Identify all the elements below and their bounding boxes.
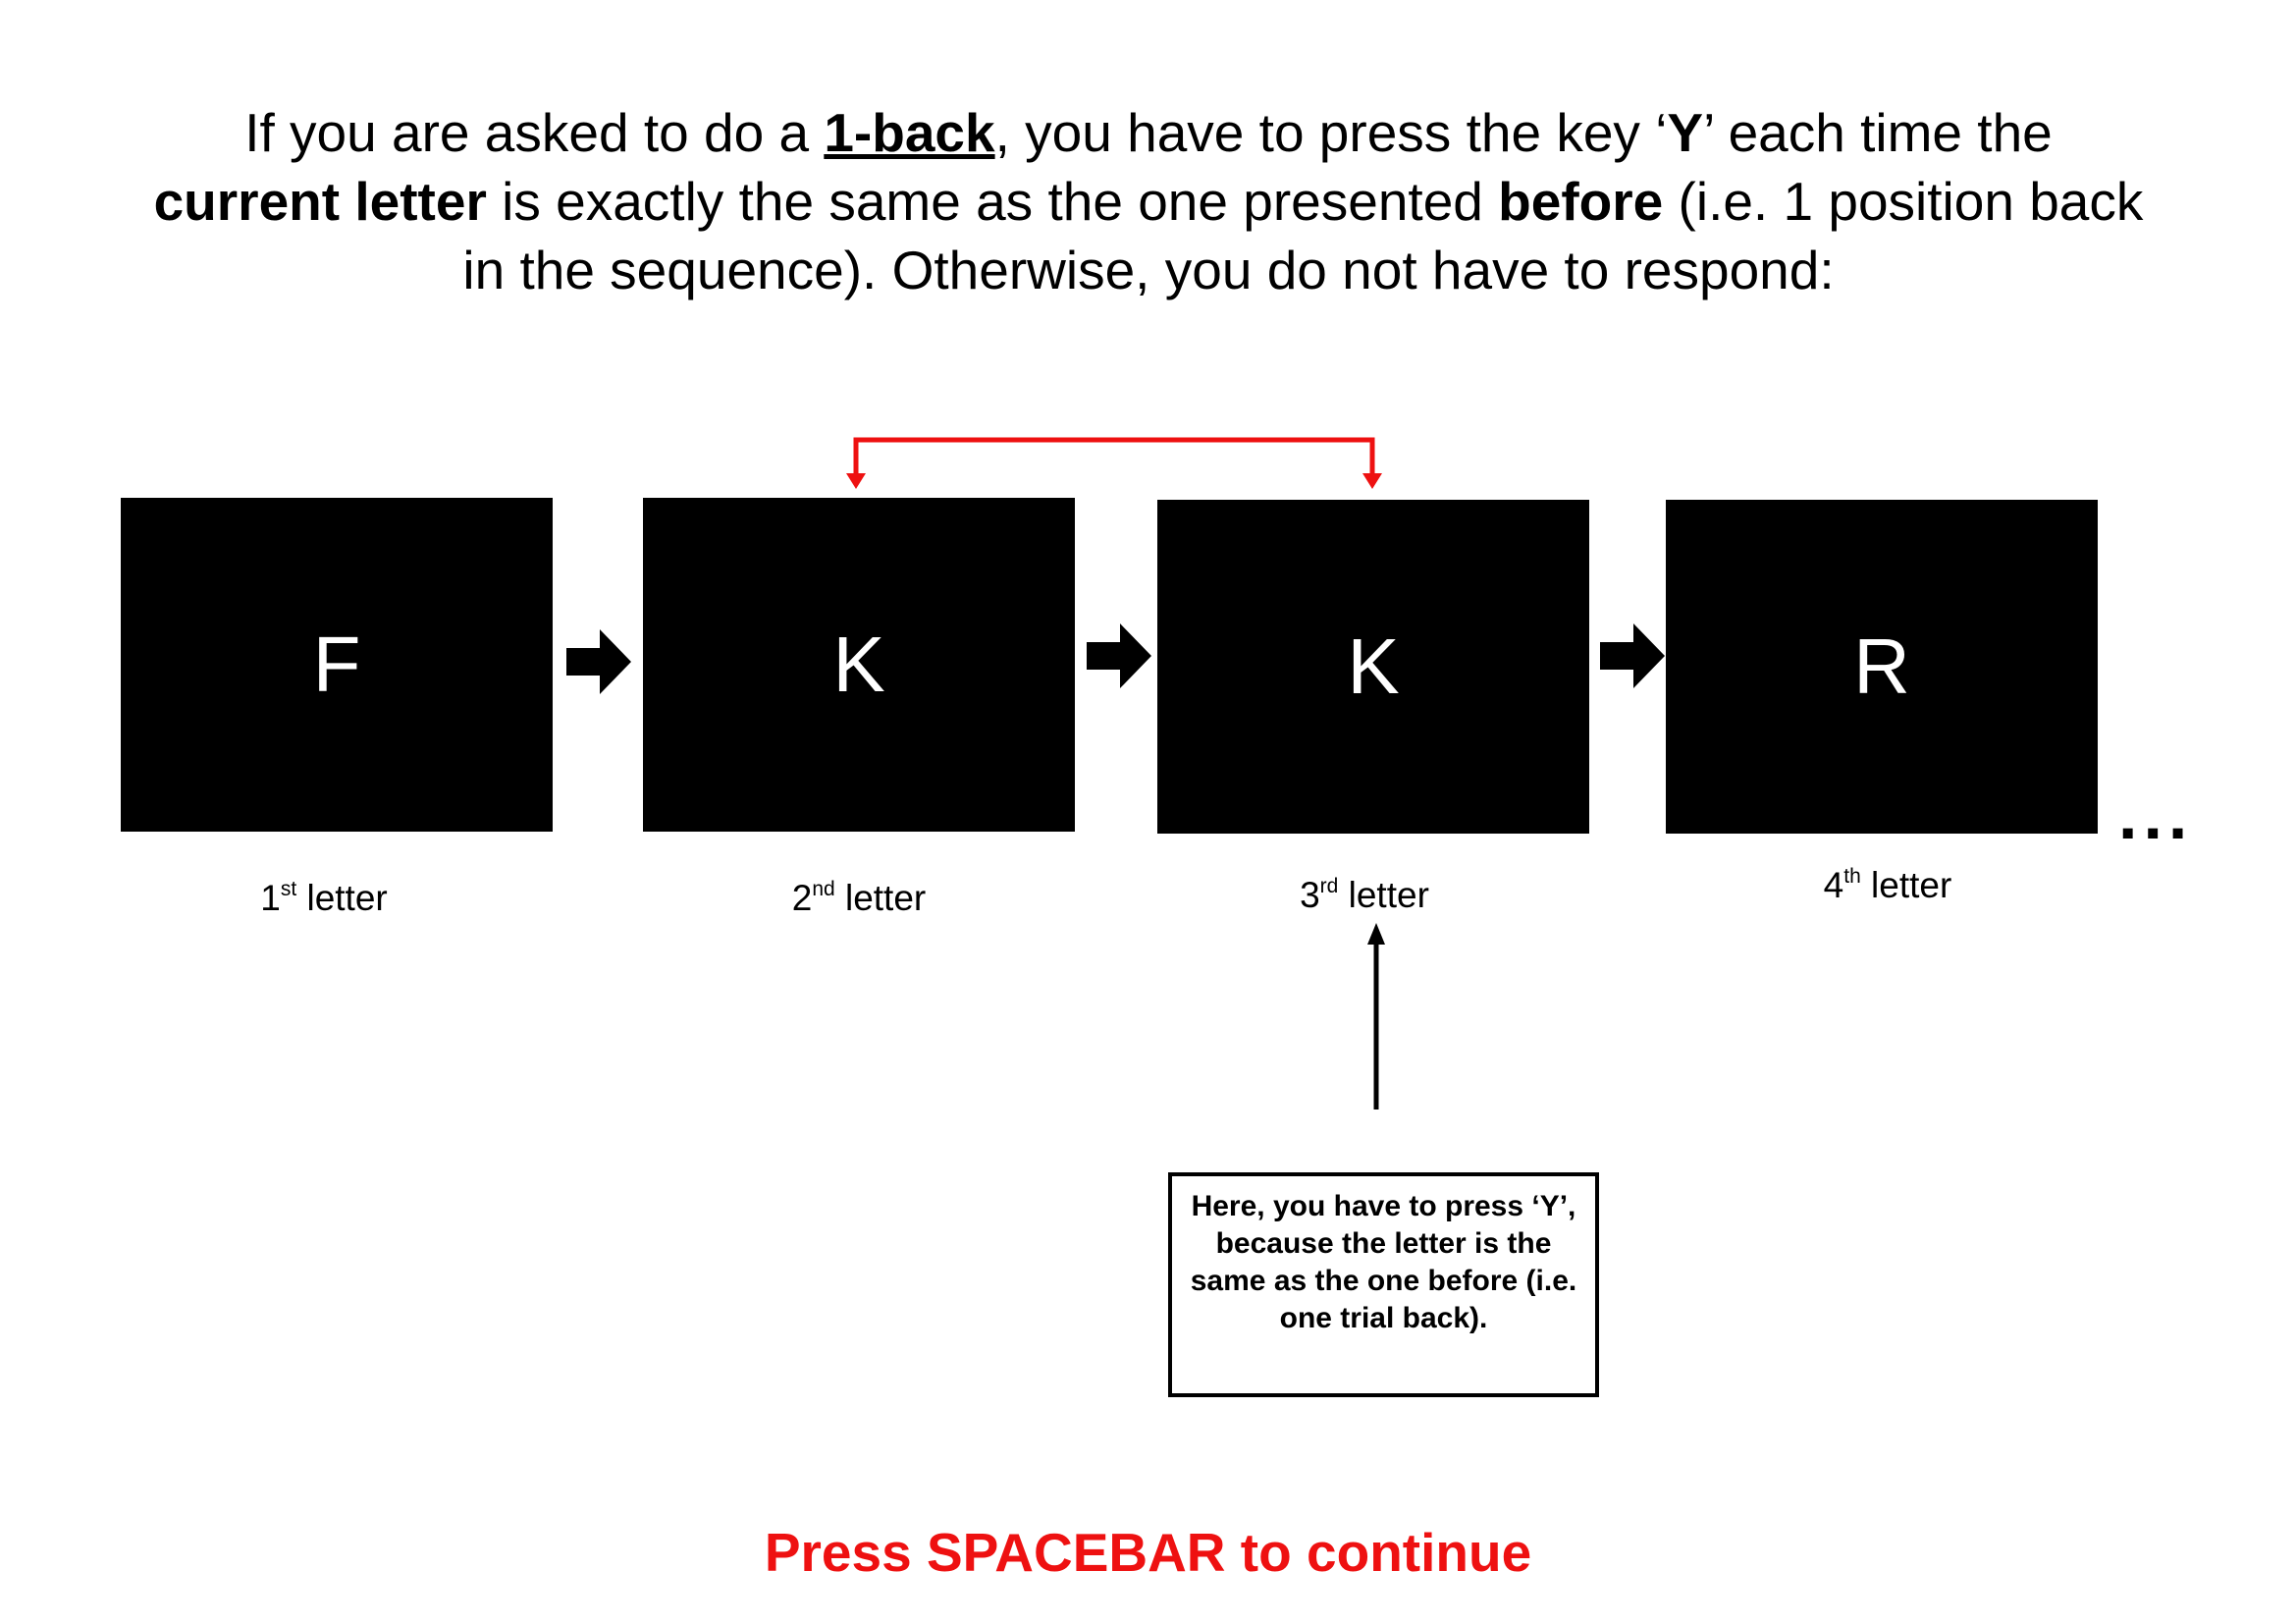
right-arrow-icon bbox=[1600, 623, 1665, 688]
up-arrow-icon bbox=[1364, 923, 1388, 1110]
explanation-text: Here, you have to press ‘Y’, because the letter is the same as the one before (i.e. one trial back). bbox=[1190, 1190, 1577, 1334]
label-ordinal-suffix: nd bbox=[812, 878, 835, 900]
label-text: letter bbox=[1860, 865, 1952, 905]
match-bracket bbox=[844, 430, 1394, 489]
label-text: letter bbox=[834, 878, 927, 918]
instruction-text bbox=[147, 98, 2150, 304]
stimulus-letter: K bbox=[1347, 623, 1400, 710]
letter-box-4 bbox=[1666, 500, 2098, 834]
current-letter-term: current letter bbox=[153, 171, 487, 232]
response-key: Y bbox=[1667, 102, 1704, 163]
instruction-part-5: (i.e. 1 position back in the sequence). Otherwise, you do not have to respond: bbox=[462, 171, 2144, 300]
letter-label-1 bbox=[108, 877, 540, 920]
instruction-part-2: , you have to press the key ‘ bbox=[994, 102, 1668, 163]
label-text: letter bbox=[1338, 875, 1429, 915]
letter-box-1 bbox=[121, 498, 553, 832]
letter-box-3 bbox=[1157, 500, 1589, 834]
continuation-ellipsis: ... bbox=[2118, 777, 2194, 853]
letter-label-4 bbox=[1672, 864, 2104, 907]
stimulus-letter: K bbox=[832, 621, 885, 708]
letter-label-2 bbox=[643, 877, 1075, 920]
continue-prompt: Press SPACEBAR to continue bbox=[764, 1522, 1532, 1583]
label-ordinal-suffix: st bbox=[280, 878, 297, 900]
label-number: 2 bbox=[791, 878, 813, 918]
explanation-note bbox=[1168, 1172, 1599, 1397]
label-number: 1 bbox=[260, 878, 281, 918]
label-number: 3 bbox=[1300, 875, 1320, 915]
label-number: 4 bbox=[1823, 865, 1844, 905]
stimulus-letter: F bbox=[312, 621, 361, 708]
n-back-term: 1-back bbox=[824, 102, 995, 163]
stimulus-letter: R bbox=[1853, 623, 1910, 710]
right-arrow-icon bbox=[1087, 623, 1151, 688]
right-arrow-icon bbox=[566, 629, 631, 694]
instruction-part-3: ’ each time the bbox=[1703, 102, 2053, 163]
before-term: before bbox=[1498, 171, 1664, 232]
label-text: letter bbox=[296, 878, 388, 918]
instruction-part-4: is exactly the same as the one presented bbox=[486, 171, 1499, 232]
letter-box-2 bbox=[643, 498, 1075, 832]
letter-label-3 bbox=[1148, 874, 1580, 917]
label-ordinal-suffix: th bbox=[1843, 865, 1861, 888]
label-ordinal-suffix: rd bbox=[1319, 875, 1339, 897]
instruction-part-1: If you are asked to do a bbox=[244, 102, 825, 163]
